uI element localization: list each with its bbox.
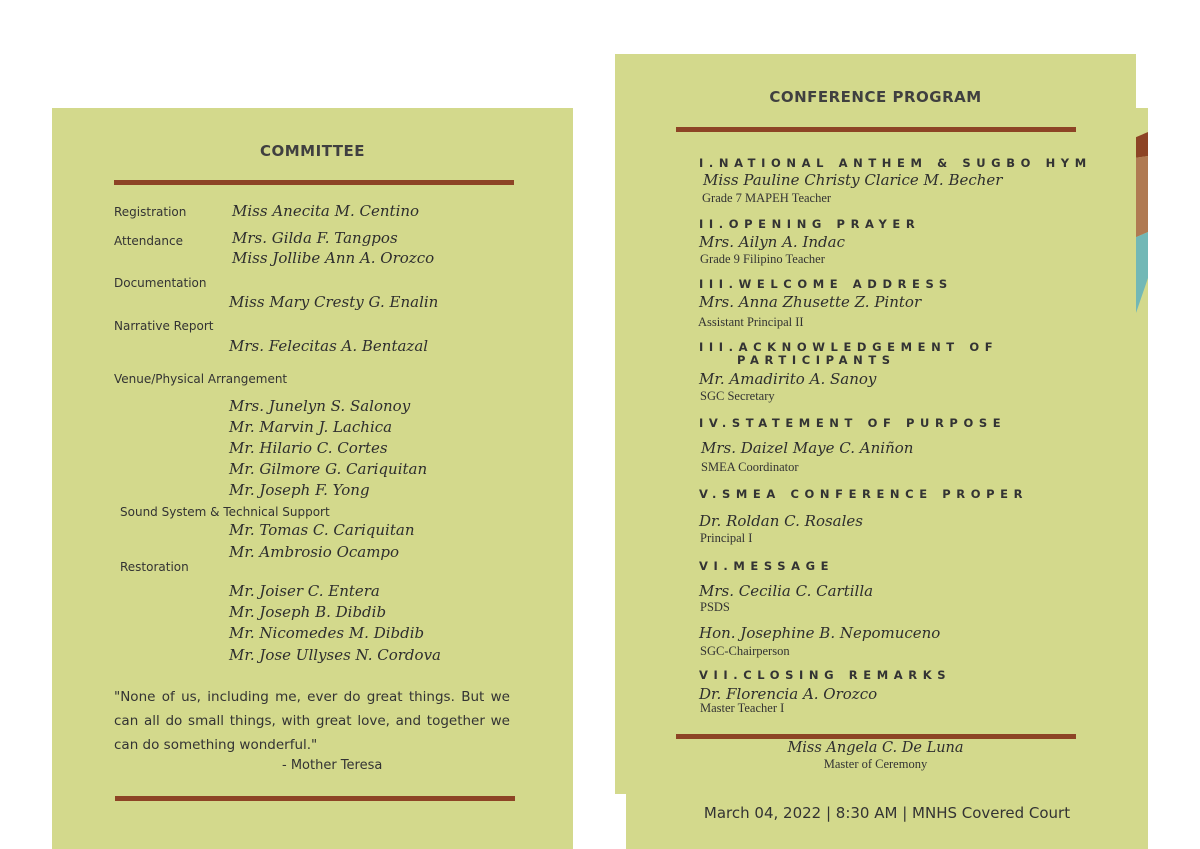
- master-of-ceremony-name: Miss Angela C. De Luna: [787, 740, 964, 756]
- program-title: CONFERENCE PROGRAM: [769, 88, 982, 106]
- decorative-stripes: [1134, 128, 1148, 318]
- role-sound: Sound System & Technical Support: [120, 505, 330, 519]
- committee-name: Mr. Joseph B. Dibdib: [229, 603, 387, 621]
- committee-name: Mr. Jose Ullyses N. Cordova: [229, 646, 441, 664]
- committee-top-divider: [114, 180, 514, 185]
- program-top-divider: [676, 127, 1076, 132]
- speaker-position: Grade 9 Filipino Teacher: [700, 252, 825, 266]
- role-attendance: Attendance: [114, 234, 183, 248]
- program-section: II.OPENING PRAYER: [699, 217, 921, 231]
- speaker-name: Mrs. Ailyn A. Indac: [699, 233, 845, 251]
- speaker-position: PSDS: [700, 600, 730, 614]
- committee-name: Miss Mary Cresty G. Enalin: [229, 293, 439, 311]
- committee-bottom-divider: [115, 796, 515, 801]
- quote-text: "None of us, including me, ever do great things. But we can all do small things, with great love, and together we can do something wonderful.": [114, 689, 510, 753]
- committee-name: Mr. Tomas C. Cariquitan: [229, 521, 415, 539]
- program-section: I.NATIONAL ANTHEM & SUGBO HYM: [699, 156, 1092, 170]
- role-narrative: Narrative Report: [114, 319, 214, 333]
- committee-title: COMMITTEE: [260, 142, 365, 160]
- speaker-name: Dr. Florencia A. Orozco: [699, 685, 878, 703]
- committee-name: Mr. Joiser C. Entera: [229, 582, 380, 600]
- program-section: IV.STATEMENT OF PURPOSE: [699, 416, 1007, 430]
- committee-name: Mr. Hilario C. Cortes: [229, 439, 388, 457]
- committee-panel: [52, 108, 573, 849]
- speaker-name: Mrs. Daizel Maye C. Aniñon: [701, 439, 914, 457]
- speaker-position: Master Teacher I: [700, 701, 785, 715]
- speaker-position: Grade 7 MAPEH Teacher: [702, 191, 832, 205]
- speaker-position: SGC Secretary: [700, 389, 775, 403]
- speaker-position: SMEA Coordinator: [701, 460, 799, 474]
- speaker-name: Mrs. Anna Zhusette Z. Pintor: [699, 293, 922, 311]
- program-section: III.ACKNOWLEDGEMENT OF: [699, 340, 999, 354]
- committee-name: Miss Anecita M. Centino: [232, 202, 420, 220]
- speaker-position: SGC-Chairperson: [700, 644, 790, 658]
- committee-name: Miss Jollibe Ann A. Orozco: [232, 249, 435, 267]
- committee-name: Mr. Joseph F. Yong: [229, 481, 370, 499]
- speaker-name: Mrs. Cecilia C. Cartilla: [699, 582, 874, 600]
- speaker-name: Mr. Amadirito A. Sanoy: [699, 370, 877, 388]
- committee-name: Mr. Marvin J. Lachica: [229, 418, 393, 436]
- role-venue: Venue/Physical Arrangement: [114, 372, 288, 386]
- program-section: III.WELCOME ADDRESS: [699, 277, 953, 291]
- program-section: VI.MESSAGE: [699, 559, 835, 573]
- speaker-position: Assistant Principal II: [698, 315, 804, 329]
- committee-name: Mr. Gilmore G. Cariquitan: [229, 460, 428, 478]
- conference-program-panel: [615, 54, 1136, 794]
- master-of-ceremony-role: Master of Ceremony: [823, 757, 928, 771]
- role-documentation: Documentation: [114, 276, 207, 290]
- committee-name: Mr. Ambrosio Ocampo: [229, 543, 400, 561]
- role-restoration: Restoration: [120, 560, 189, 574]
- event-details: March 04, 2022 | 8:30 AM | MNHS Covered Court: [703, 804, 1071, 822]
- program-section: V.SMEA CONFERENCE PROPER: [699, 487, 1029, 501]
- speaker-name: Hon. Josephine B. Nepomuceno: [699, 624, 941, 642]
- committee-name: Mrs. Felecitas A. Bentazal: [229, 337, 429, 355]
- speaker-name: Miss Pauline Christy Clarice M. Becher: [703, 171, 1003, 189]
- committee-name: Mrs. Junelyn S. Salonoy: [229, 397, 411, 415]
- speaker-position: Principal I: [700, 531, 753, 545]
- quote-author: - Mother Teresa: [282, 758, 383, 773]
- program-section-continued: PARTICIPANTS: [737, 353, 896, 367]
- program-section: VII.CLOSING REMARKS: [699, 668, 952, 682]
- committee-name: Mr. Nicomedes M. Dibdib: [229, 624, 425, 642]
- committee-name: Mrs. Gilda F. Tangpos: [232, 229, 398, 247]
- speaker-name: Dr. Roldan C. Rosales: [699, 512, 863, 530]
- program-bottom-divider: [676, 734, 1076, 739]
- role-registration: Registration: [114, 205, 187, 219]
